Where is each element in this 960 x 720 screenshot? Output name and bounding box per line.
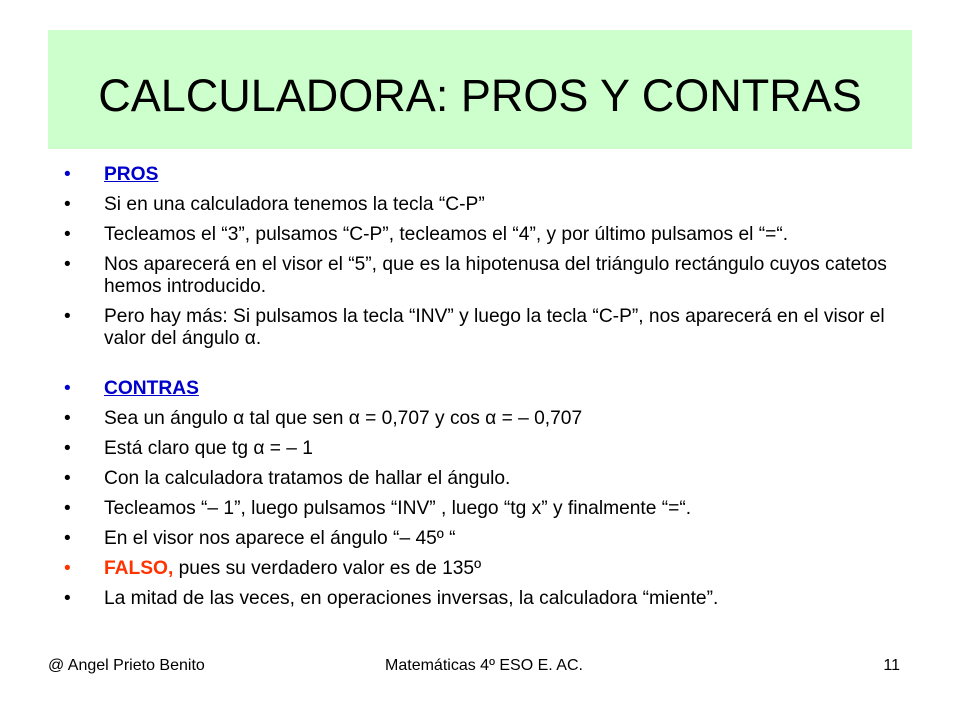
contras-heading-item: [64, 378, 904, 400]
pros-item: [64, 254, 904, 298]
pros-item-text: Si en una calculadora tenemos la tecla “C-P”: [104, 194, 485, 215]
pros-item: [64, 194, 904, 216]
bullet-icon: •: [64, 408, 71, 429]
contras-item: [64, 438, 904, 460]
contras-item-text: Está claro que tg α = – 1: [104, 438, 313, 459]
contras-item-text: Sea un ángulo α tal que sen α = 0,707 y cos α = – 0,707: [104, 408, 583, 429]
contras-item: [64, 408, 904, 430]
bullet-list: [64, 164, 904, 618]
bullet-icon: •: [64, 498, 71, 519]
contras-item: [64, 468, 904, 490]
bullet-icon: •: [64, 558, 71, 579]
pros-heading-item: [64, 164, 904, 186]
contras-item: [64, 528, 904, 550]
bullet-icon: •: [64, 164, 71, 185]
bullet-icon: •: [64, 306, 71, 327]
contras-item: [64, 498, 904, 520]
falso-rest: pues su verdadero valor es de 135º: [173, 558, 482, 579]
bullet-icon: •: [64, 468, 71, 489]
pros-item: [64, 306, 904, 350]
pros-heading: PROS: [104, 164, 159, 185]
pros-item-text: Pero hay más: Si pulsamos la tecla “INV” y luego la tecla “C-P”, nos aparecerá en el visor el valor del ángulo α.: [104, 306, 885, 349]
bullet-icon: •: [64, 194, 71, 215]
title-banner: [48, 30, 912, 149]
bullet-icon: •: [64, 254, 71, 275]
bullet-icon: •: [64, 528, 71, 549]
contras-item-text: La mitad de las veces, en operaciones inversas, la calculadora “miente”.: [104, 588, 719, 609]
pros-item: [64, 224, 904, 246]
contras-item-text: Con la calculadora tratamos de hallar el ángulo.: [104, 468, 511, 489]
pros-item-text: Tecleamos el “3”, pulsamos “C-P”, tecleamos el “4”, y por último pulsamos el “=“.: [104, 224, 789, 245]
bullet-icon: •: [64, 438, 71, 459]
contras-item-text: Tecleamos “– 1”, luego pulsamos “INV” , luego “tg x” y finalmente “=“.: [104, 498, 692, 519]
contras-item-text: En el visor nos aparece el ángulo “– 45º “: [104, 528, 456, 549]
bullet-icon: •: [64, 588, 71, 609]
falso-item: [64, 558, 904, 580]
pros-item-text: Nos aparecerá en el visor el “5”, que es la hipotenusa del triángulo rectángulo cuyos catetos hemos introducido.: [104, 254, 887, 297]
contras-heading: CONTRAS: [104, 378, 199, 399]
falso-word: FALSO,: [104, 558, 174, 579]
bullet-icon: •: [64, 378, 71, 399]
slide-title: CALCULADORA: PROS Y CONTRAS: [98, 70, 862, 121]
footer-author: @ Angel Prieto Benito: [48, 657, 205, 674]
contras-item: [64, 588, 904, 610]
footer-course: Matemáticas 4º ESO E. AC.: [385, 657, 583, 674]
page-number: 11: [883, 657, 900, 674]
bullet-icon: •: [64, 224, 71, 245]
